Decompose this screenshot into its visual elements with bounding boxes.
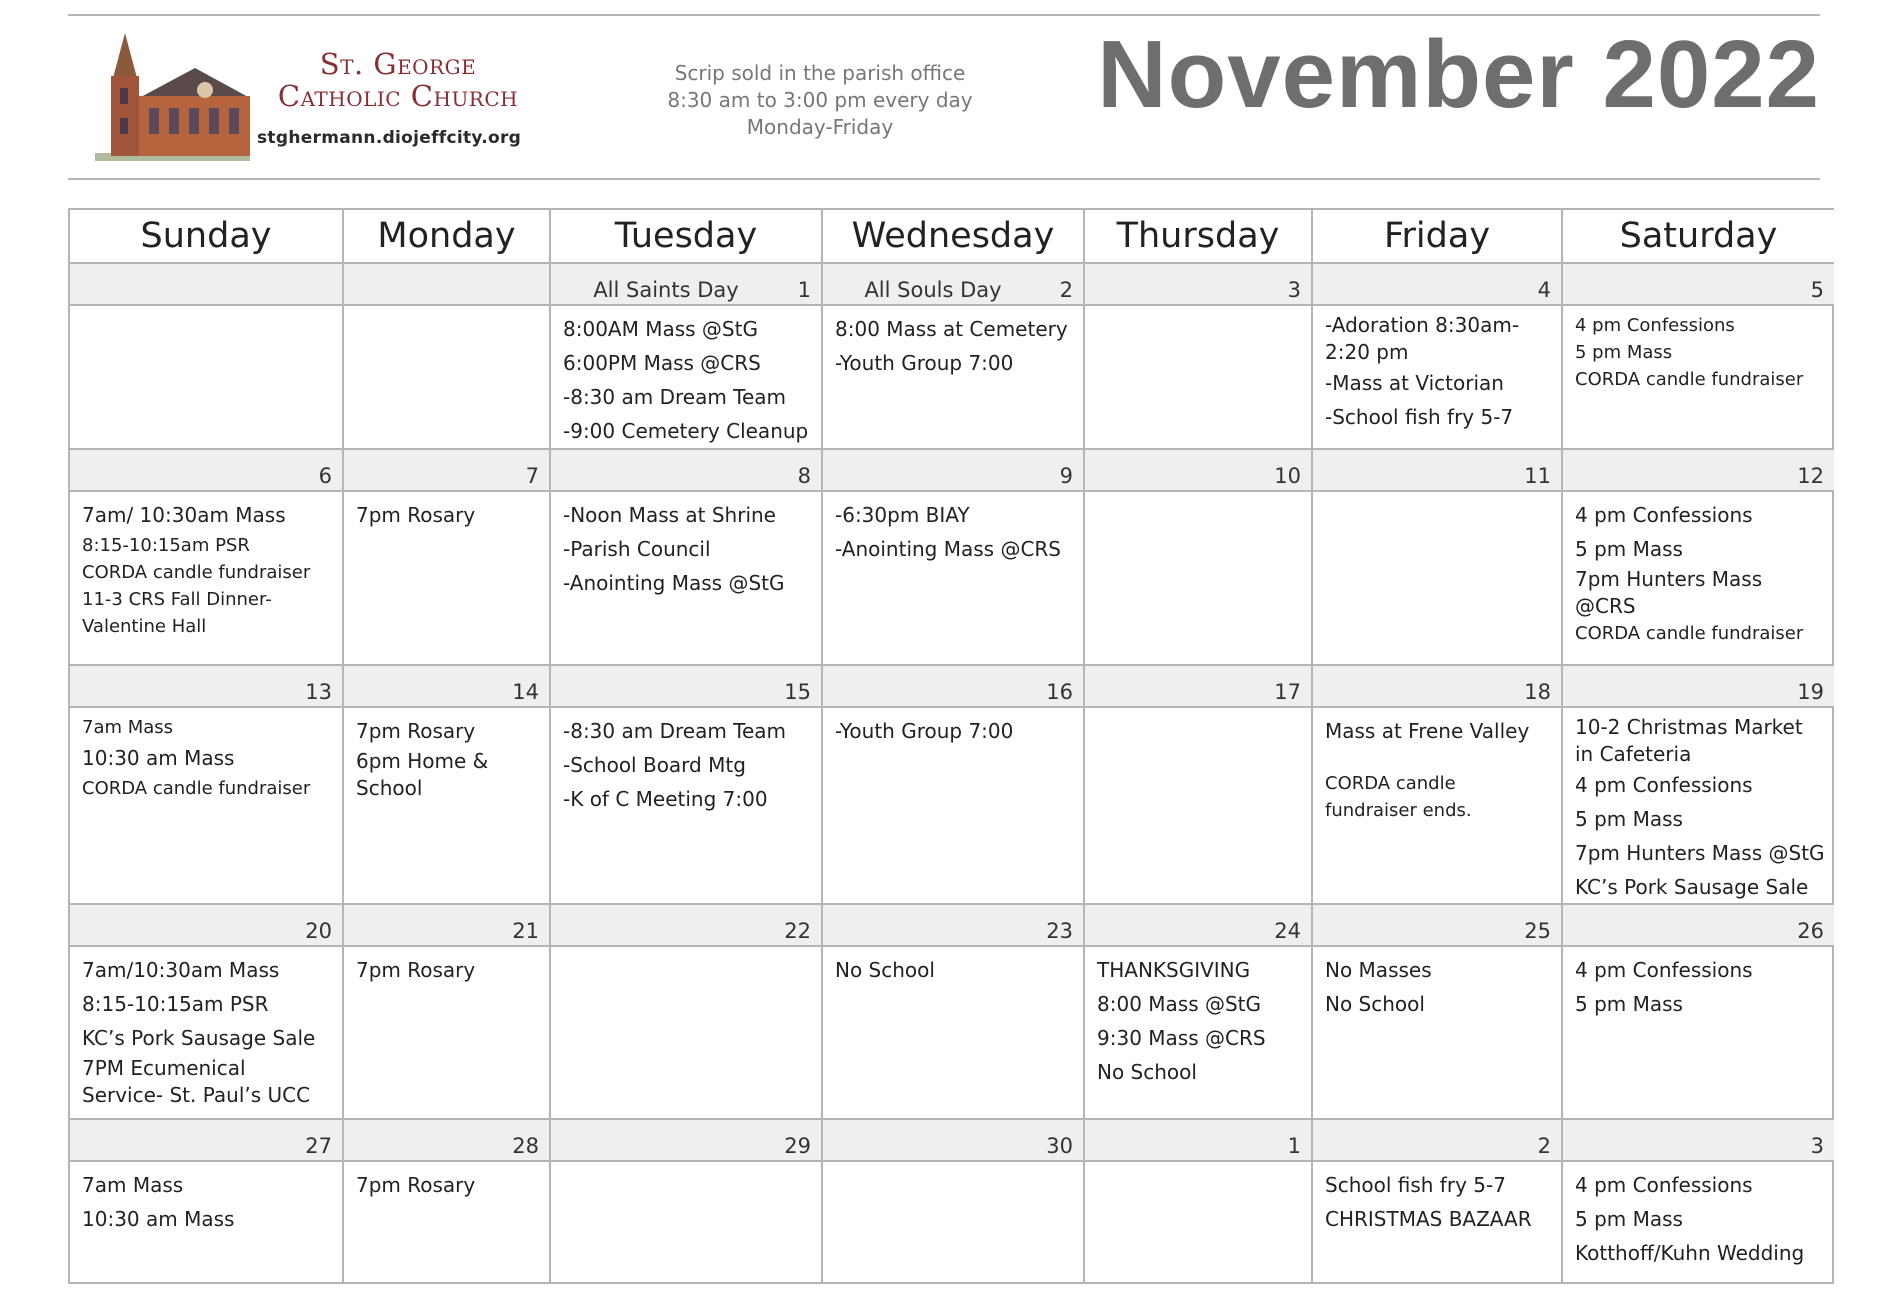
church-name-line2: Catholic Church: [277, 79, 519, 113]
event-item: 7am Mass: [82, 1173, 184, 1197]
day-events-cell[interactable]: [342, 706, 549, 903]
date-number: 13: [305, 680, 332, 704]
date-cell: [342, 1118, 549, 1160]
day-events-cell[interactable]: [68, 490, 342, 664]
date-number: 1: [1287, 1134, 1301, 1158]
day-events-cell[interactable]: [1083, 945, 1311, 1118]
event-item: 8:00 Mass @StG: [1097, 992, 1262, 1016]
event-item: 4 pm Confessions: [1575, 315, 1735, 336]
date-cell: [549, 1118, 821, 1160]
day-events-cell[interactable]: [1083, 706, 1311, 903]
event-item: No School: [835, 958, 935, 982]
day-events-cell[interactable]: [1561, 945, 1834, 1118]
date-number: 1: [797, 278, 811, 302]
date-number: 16: [1046, 680, 1073, 704]
holiday-label: All Saints Day: [593, 278, 739, 302]
day-events-cell[interactable]: [1561, 1160, 1834, 1282]
day-events-cell[interactable]: [1311, 945, 1561, 1118]
event-item: No School: [1325, 992, 1425, 1016]
event-item: CHRISTMAS BAZAAR: [1325, 1207, 1532, 1231]
date-cell: [1083, 448, 1311, 490]
event-item: -School fish fry 5-7: [1325, 405, 1514, 429]
day-events-cell[interactable]: [68, 304, 342, 448]
event-item: 6pm Home & School: [356, 749, 489, 800]
date-cell: [1561, 448, 1834, 490]
date-number: 4: [1537, 278, 1551, 302]
date-cell: [1083, 664, 1311, 706]
event-item: 8:00AM Mass @StG: [563, 317, 758, 341]
date-cell: [1311, 903, 1561, 945]
date-number: 19: [1797, 680, 1824, 704]
church-building-icon: [85, 28, 255, 168]
day-events-cell[interactable]: [821, 304, 1083, 448]
event-item: School fish fry 5-7: [1325, 1173, 1506, 1197]
event-item: 7pm Rosary: [356, 503, 476, 527]
event-item: -Anointing Mass @StG: [563, 571, 785, 595]
date-number: 22: [784, 919, 811, 943]
holiday-label: All Souls Day: [864, 278, 1002, 302]
event-item: -Mass at Victorian: [1325, 371, 1504, 395]
date-cell: [549, 262, 821, 304]
event-item: -Adoration 8:30am-2:20 pm: [1325, 313, 1520, 364]
event-item: 7pm Rosary: [356, 1173, 476, 1197]
date-cell: [549, 448, 821, 490]
date-cell: [1561, 262, 1834, 304]
event-item: -Youth Group 7:00: [835, 719, 1014, 743]
date-number: 20: [305, 919, 332, 943]
day-events-cell[interactable]: [821, 490, 1083, 664]
date-cell: [1561, 903, 1834, 945]
church-name: [253, 48, 543, 112]
date-cell: [1311, 664, 1561, 706]
date-cell: [342, 664, 549, 706]
top-rule: [68, 14, 1820, 16]
date-number: 17: [1274, 680, 1301, 704]
day-name-header: Monday: [342, 208, 549, 262]
event-item: 4 pm Confessions: [1575, 503, 1753, 527]
event-item: 5 pm Mass: [1575, 342, 1673, 363]
date-number: 14: [512, 680, 539, 704]
event-item: 6:00PM Mass @CRS: [563, 351, 761, 375]
day-events-cell[interactable]: [342, 1160, 549, 1282]
date-cell: [68, 262, 342, 304]
event-item: 7pm Hunters Mass @StG: [1575, 841, 1825, 865]
event-item: -Parish Council: [563, 537, 711, 561]
date-cell: [821, 1118, 1083, 1160]
date-cell: [549, 903, 821, 945]
scrip-line: Monday-Friday: [746, 115, 894, 139]
event-item: 11-3 CRS Fall Dinner- Valentine Hall: [82, 589, 272, 637]
date-cell: [821, 262, 1083, 304]
day-events-cell[interactable]: [1311, 706, 1561, 903]
date-number: 11: [1524, 464, 1551, 488]
event-item: -8:30 am Dream Team: [563, 719, 787, 743]
event-item: 7PM Ecumenical Service- St. Paul’s UCC: [82, 1056, 311, 1107]
church-logo: [85, 28, 535, 168]
date-number: 18: [1524, 680, 1551, 704]
date-cell: [342, 448, 549, 490]
event-item: CORDA candle fundraiser ends.: [1325, 773, 1472, 821]
event-item: 5 pm Mass: [1575, 1207, 1683, 1231]
header-bottom-rule: [68, 178, 1820, 180]
date-cell: [821, 448, 1083, 490]
day-events-cell[interactable]: [549, 490, 821, 664]
event-item: No School: [1097, 1060, 1197, 1084]
day-name-header: Tuesday: [549, 208, 821, 262]
date-number: 25: [1524, 919, 1551, 943]
day-name-header: Saturday: [1561, 208, 1834, 262]
event-item: 5 pm Mass: [1575, 537, 1683, 561]
day-name-header: Sunday: [68, 208, 342, 262]
day-events-cell[interactable]: [549, 706, 821, 903]
date-number: 12: [1797, 464, 1824, 488]
date-number: 15: [784, 680, 811, 704]
date-cell: [1561, 1118, 1834, 1160]
event-item: 7pm Rosary: [356, 958, 476, 982]
date-number: 6: [318, 464, 332, 488]
day-events-cell[interactable]: [342, 304, 549, 448]
date-number: 2: [1537, 1134, 1551, 1158]
event-item: 7pm Hunters Mass @CRS: [1575, 567, 1763, 618]
date-cell: [68, 1118, 342, 1160]
date-cell: [68, 903, 342, 945]
event-item: -School Board Mtg: [563, 753, 746, 777]
scrip-line: 8:30 am to 3:00 pm every day: [667, 88, 973, 112]
event-item: 8:15-10:15am PSR: [82, 535, 250, 556]
date-number: 26: [1797, 919, 1824, 943]
date-cell: [1083, 1118, 1311, 1160]
day-events-cell[interactable]: [549, 304, 821, 448]
event-item: CORDA candle fundraiser: [82, 778, 311, 799]
event-item: 4 pm Confessions: [1575, 958, 1753, 982]
date-cell: [68, 664, 342, 706]
date-cell: [342, 262, 549, 304]
event-item: 5 pm Mass: [1575, 992, 1683, 1016]
day-name-header: Friday: [1311, 208, 1561, 262]
date-number: 3: [1287, 278, 1301, 302]
event-item: -Anointing Mass @CRS: [835, 537, 1061, 561]
day-events-cell[interactable]: [342, 490, 549, 664]
day-events-cell[interactable]: [68, 706, 342, 903]
event-item: 10-2 Christmas Market in Cafeteria: [1575, 715, 1803, 766]
event-item: 7pm Rosary: [356, 719, 476, 743]
day-events-cell[interactable]: [821, 1160, 1083, 1282]
day-events-cell[interactable]: [68, 945, 342, 1118]
event-item: CORDA candle fundraiser: [1575, 369, 1804, 390]
day-events-cell[interactable]: [821, 945, 1083, 1118]
event-item: CORDA candle fundraiser: [82, 562, 311, 583]
event-item: Kotthoff/Kuhn Wedding: [1575, 1241, 1805, 1265]
date-cell: [1561, 664, 1834, 706]
date-number: 2: [1059, 278, 1073, 302]
event-item: KC’s Pork Sausage Sale: [82, 1026, 316, 1050]
day-name-header: Thursday: [1083, 208, 1311, 262]
date-number: 30: [1046, 1134, 1073, 1158]
event-item: CORDA candle fundraiser: [1575, 623, 1804, 644]
date-number: 23: [1046, 919, 1073, 943]
calendar-grid: [68, 208, 1834, 1284]
date-number: 5: [1810, 278, 1824, 302]
day-events-cell[interactable]: [1311, 304, 1561, 448]
date-cell: [68, 448, 342, 490]
event-item: 8:15-10:15am PSR: [82, 992, 269, 1016]
day-events-cell[interactable]: [549, 945, 821, 1118]
event-item: 10:30 am Mass: [82, 746, 235, 770]
date-number: 9: [1059, 464, 1073, 488]
date-cell: [1083, 903, 1311, 945]
date-number: 21: [512, 919, 539, 943]
date-cell: [1311, 1118, 1561, 1160]
scrip-notice: [640, 60, 1000, 141]
event-item: KC’s Pork Sausage Sale: [1575, 875, 1809, 899]
day-events-cell[interactable]: [1311, 490, 1561, 664]
day-events-cell[interactable]: [1083, 490, 1311, 664]
event-item: Mass at Frene Valley: [1325, 719, 1530, 743]
event-item: -Noon Mass at Shrine: [563, 503, 776, 527]
day-events-cell[interactable]: [1561, 706, 1834, 903]
event-item: 5 pm Mass: [1575, 807, 1683, 831]
date-cell: [821, 664, 1083, 706]
event-item: No Masses: [1325, 958, 1432, 982]
event-item: 10:30 am Mass: [82, 1207, 235, 1231]
date-number: 29: [784, 1134, 811, 1158]
date-number: 8: [797, 464, 811, 488]
day-events-cell[interactable]: [1561, 490, 1834, 664]
date-cell: [342, 903, 549, 945]
event-item: 7am/ 10:30am Mass: [82, 503, 286, 527]
scrip-line: Scrip sold in the parish office: [674, 61, 966, 85]
date-number: 28: [512, 1134, 539, 1158]
event-item: -9:00 Cemetery Cleanup: [563, 419, 809, 443]
event-item: -Youth Group 7:00: [835, 351, 1014, 375]
event-item: 9:30 Mass @CRS: [1097, 1026, 1266, 1050]
date-number: 7: [525, 464, 539, 488]
church-name-line1: St. George: [319, 47, 477, 81]
event-item: 4 pm Confessions: [1575, 773, 1753, 797]
date-number: 3: [1810, 1134, 1824, 1158]
day-events-cell[interactable]: [342, 945, 549, 1118]
date-number: 24: [1274, 919, 1301, 943]
day-events-cell[interactable]: [68, 1160, 342, 1282]
day-events-cell[interactable]: [1083, 1160, 1311, 1282]
date-cell: [1083, 262, 1311, 304]
event-item: 4 pm Confessions: [1575, 1173, 1753, 1197]
event-item: -8:30 am Dream Team: [563, 385, 787, 409]
event-item: -K of C Meeting 7:00: [563, 787, 768, 811]
day-events-cell[interactable]: [1561, 304, 1834, 448]
church-website[interactable]: stghermann.diojeffcity.org: [257, 128, 522, 148]
event-item: 7am/10:30am Mass: [82, 958, 280, 982]
event-item: 7am Mass: [82, 717, 174, 738]
day-events-cell[interactable]: [549, 1160, 821, 1282]
day-events-cell[interactable]: [1083, 304, 1311, 448]
day-events-cell[interactable]: [1311, 1160, 1561, 1282]
event-item: -6:30pm BIAY: [835, 503, 970, 527]
event-item: THANKSGIVING: [1097, 958, 1251, 982]
date-cell: [1311, 262, 1561, 304]
day-name-header: Wednesday: [821, 208, 1083, 262]
date-cell: [1311, 448, 1561, 490]
date-cell: [821, 903, 1083, 945]
month-title: November 2022: [1097, 21, 1820, 128]
day-events-cell[interactable]: [821, 706, 1083, 903]
date-number: 27: [305, 1134, 332, 1158]
date-cell: [549, 664, 821, 706]
event-item: 8:00 Mass at Cemetery: [835, 317, 1068, 341]
date-number: 10: [1274, 464, 1301, 488]
